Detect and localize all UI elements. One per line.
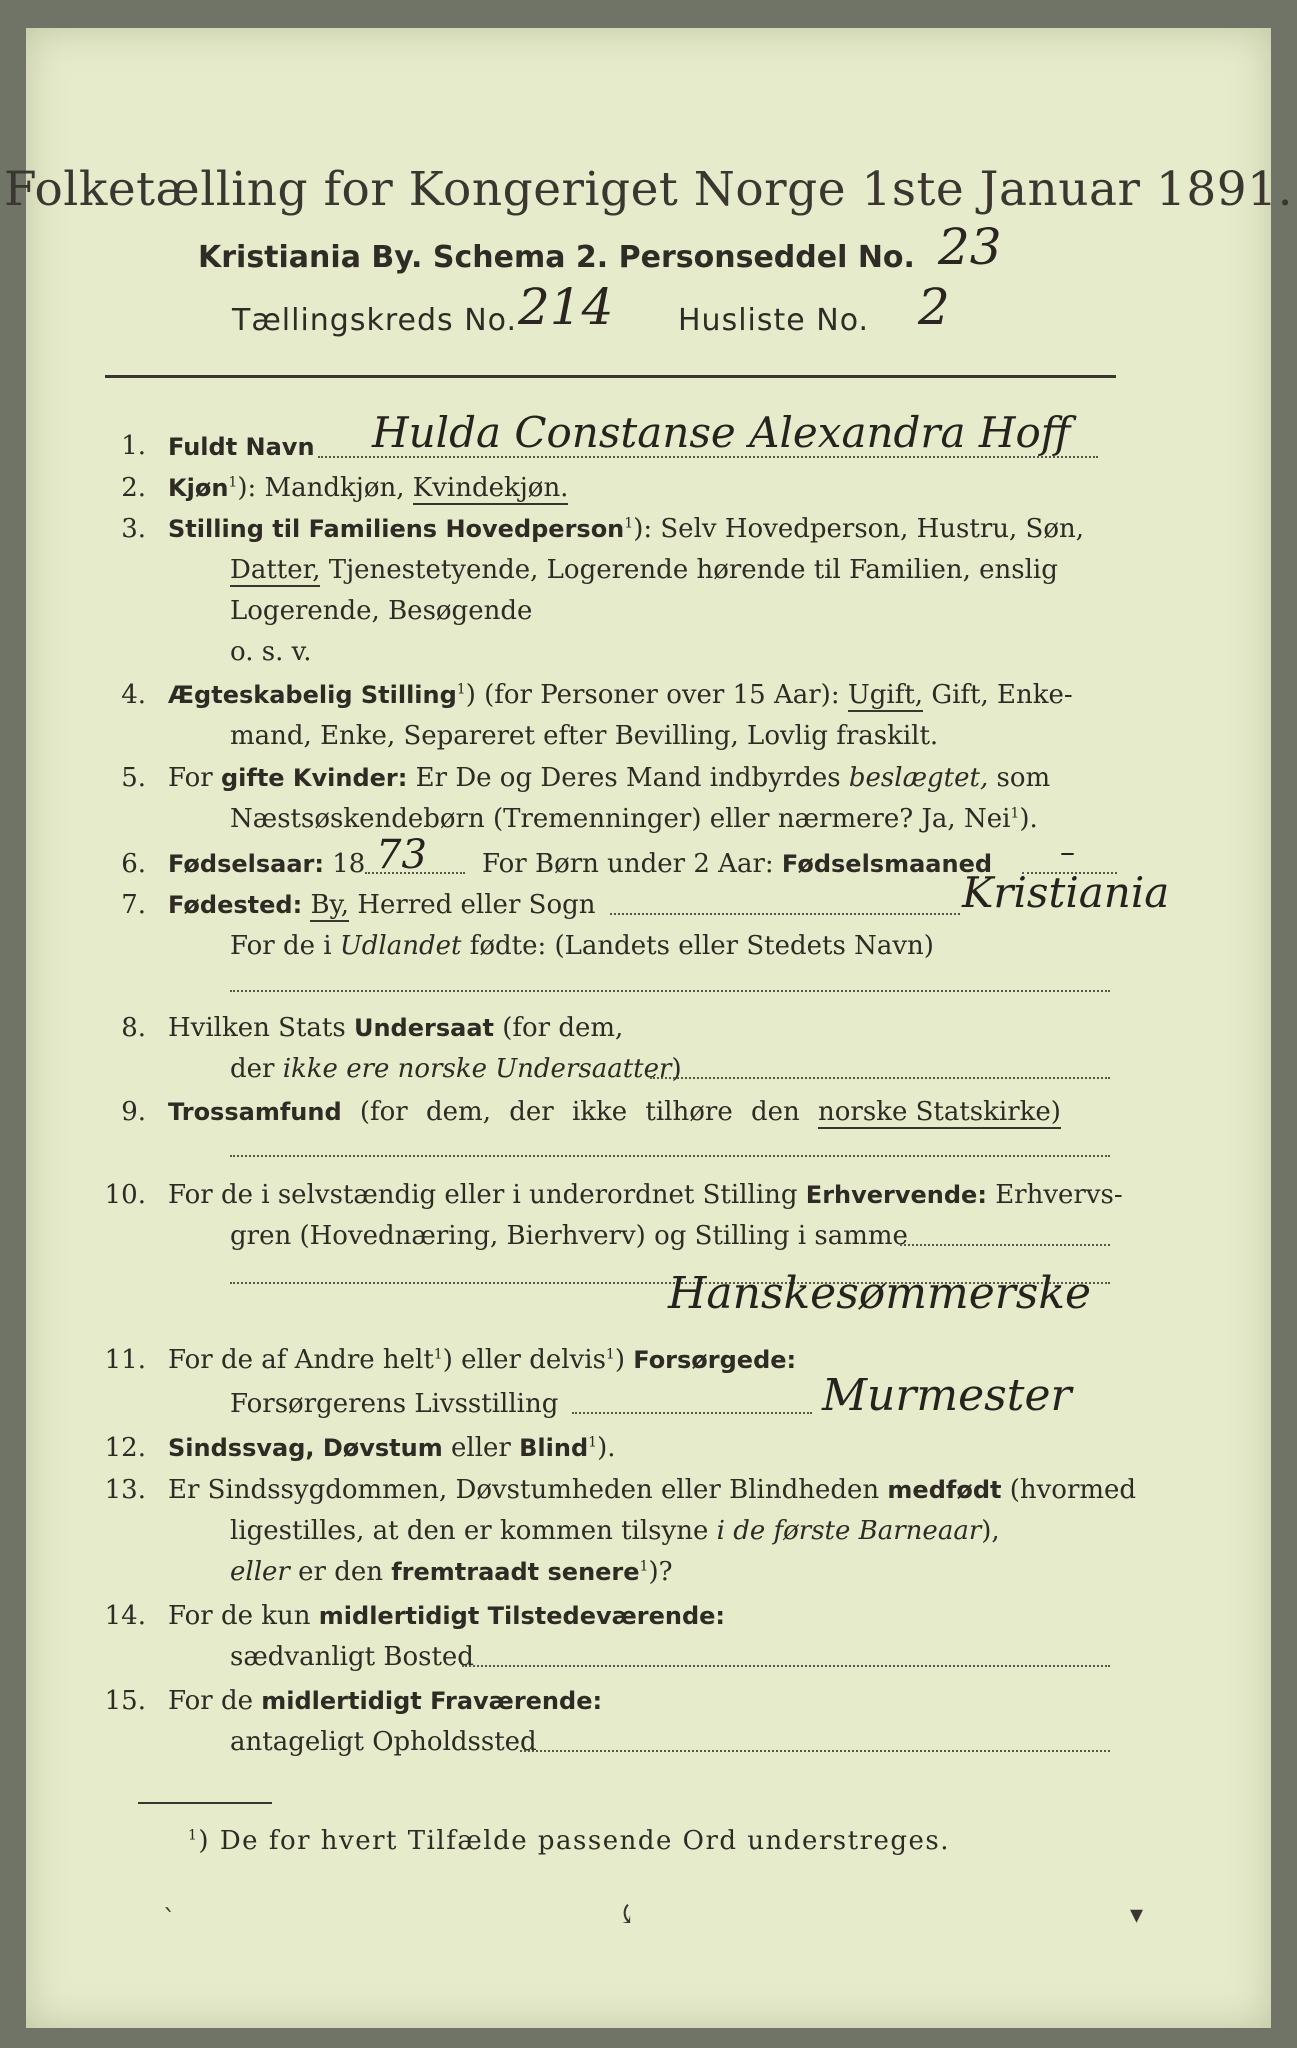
registration-mark-center: ⤹ xyxy=(616,1900,638,1930)
q7-dotted-line xyxy=(610,913,960,915)
q1-label: Fuldt Navn xyxy=(168,433,315,461)
q4-selected-option: Ugift, xyxy=(847,680,924,710)
q11-number: 11. xyxy=(104,1345,146,1375)
q8-dotted-line xyxy=(650,1077,1110,1079)
q5-number: 5. xyxy=(121,763,146,793)
q9-selected-option: norske Statskirke) xyxy=(818,1097,1061,1127)
q6-line: Fødselsaar: 18 xyxy=(168,849,366,879)
form-title: Folketælling for Kongeriget Norge 1ste Januar 1891. xyxy=(3,162,1294,217)
personseddel-number: 23 xyxy=(938,218,1002,276)
q6-year-answer: 73 xyxy=(376,832,427,878)
husliste-label: Husliste No. xyxy=(678,303,870,338)
q11-line-1: For de af Andre helt$^1$) eller delvis$^1$) Forsørgede: xyxy=(168,1345,797,1375)
q15-line-2: antageligt Opholdssted xyxy=(230,1727,537,1757)
q7-selected-option: By, xyxy=(310,890,350,920)
q5-line-2: Næstsøskendebørn (Tremenninger) eller nærmere? Ja, Nei$^1$). xyxy=(230,804,1038,834)
q14-dotted-line xyxy=(462,1665,1110,1667)
q7-line-1: Fødested: By, Herred eller Sogn xyxy=(168,890,596,920)
q11-provider-answer: Murmester xyxy=(822,1370,1072,1421)
q15-number: 15. xyxy=(104,1686,146,1716)
q14-line-2: sædvanligt Bosted xyxy=(230,1642,474,1672)
q6-month-answer: – xyxy=(1060,835,1075,870)
q5-line-1: For gifte Kvinder: Er De og Deres Mand indbyrdes beslægtet, som xyxy=(168,763,1051,793)
q12-number: 12. xyxy=(104,1433,146,1463)
q3-number: 3. xyxy=(121,514,146,544)
q11-dotted-line xyxy=(572,1412,812,1414)
q12-line: Sindssvag, Døvstum eller Blind$^1$). xyxy=(168,1433,616,1463)
q13-line-3: eller er den fremtraadt senere$^1$)? xyxy=(230,1557,673,1587)
q4-line-1: Ægteskabelig Stilling$^1$) (for Personer over 15 Aar): Ugift, Gift, Enke- xyxy=(168,680,1073,710)
q1-name-answer: Hulda Constanse Alexandra Hoff xyxy=(372,408,1071,457)
q4-number: 4. xyxy=(121,680,146,710)
q14-number: 14. xyxy=(104,1601,146,1631)
q4-line-2: mand, Enke, Separeret efter Bevilling, Lovlig fraskilt. xyxy=(230,721,939,751)
header-divider xyxy=(105,375,1116,378)
q2-line: Kjøn$^1$): Mandkjøn, Kvindekjøn. xyxy=(168,473,569,503)
registration-mark-right: ▾ xyxy=(1130,1900,1144,1930)
q14-line-1: For de kun midlertidigt Tilstedeværende: xyxy=(168,1601,726,1631)
q9-line: Trossamfund (for dem, der ikke tilhøre den norske Statskirke) xyxy=(168,1097,1061,1127)
q10-line-2: gren (Hovednæring, Bierhverv) og Stilling i samme xyxy=(230,1221,908,1251)
q10-occupation-answer: Hanskesømmerske xyxy=(668,1268,1092,1319)
q15-dotted-line xyxy=(520,1750,1110,1752)
q15-line-1: For de midlertidigt Fraværende: xyxy=(168,1686,603,1716)
q3-line-1: Stilling til Familiens Hovedperson$^1$): Selv Hovedperson, Hustru, Søn, xyxy=(168,514,1085,544)
q13-number: 13. xyxy=(104,1475,146,1505)
q3-line-2: Datter, Tjenestetyende, Logerende hørende til Familien, enslig xyxy=(230,555,1058,585)
q8-line-2: der ikke ere norske Undersaatter) xyxy=(230,1054,682,1084)
husliste-number: 2 xyxy=(918,278,950,336)
q9-number: 9. xyxy=(121,1097,146,1127)
q6-month-line: For Børn under 2 Aar: Fødselsmaaned xyxy=(482,849,993,879)
q8-line-1: Hvilken Stats Undersaat (for dem, xyxy=(168,1013,624,1043)
taellingskreds-label: Tællingskreds No. xyxy=(232,303,517,338)
q8-number: 8. xyxy=(121,1013,146,1043)
registration-mark-left: ˋ xyxy=(163,1905,176,1935)
q7-number: 7. xyxy=(121,890,146,920)
footnote: $^1$) De for hvert Tilfælde passende Ord understreges. xyxy=(188,1826,951,1856)
q7-line-2: For de i Udlandet fødte: (Landets eller Stedets Navn) xyxy=(230,931,934,961)
q10-dotted-line-1 xyxy=(900,1244,1110,1246)
q10-line-1: For de i selvstændig eller i underordnet Stilling Erhvervende: Erhvervs- xyxy=(168,1180,1123,1210)
q9-dotted-line xyxy=(230,1155,1110,1157)
q3-selected-option: Datter, xyxy=(230,555,321,585)
q6-number: 6. xyxy=(121,849,146,879)
q1-number: 1. xyxy=(121,431,146,461)
q2-number: 2. xyxy=(121,473,146,503)
q2-selected-option: Kvindekjøn. xyxy=(412,473,569,503)
schema-line-label: Kristiania By. Schema 2. Personseddel No. xyxy=(198,240,915,275)
footnote-divider xyxy=(138,1802,272,1804)
q7-birthplace-answer: Kristiania xyxy=(962,868,1170,917)
q3-line-3: Logerende, Besøgende xyxy=(230,596,533,626)
q3-line-4: o. s. v. xyxy=(230,637,312,667)
q10-number: 10. xyxy=(104,1180,146,1210)
q11-line-2: Forsørgerens Livsstilling xyxy=(230,1389,559,1419)
q7-abroad-dotted-line xyxy=(230,990,1110,992)
taellingskreds-number: 214 xyxy=(518,278,614,336)
q13-line-1: Er Sindssygdommen, Døvstumheden eller Blindheden medfødt (hvormed xyxy=(168,1475,1137,1505)
q13-line-2: ligestilles, at den er kommen tilsyne i de første Barneaar), xyxy=(230,1516,1000,1546)
